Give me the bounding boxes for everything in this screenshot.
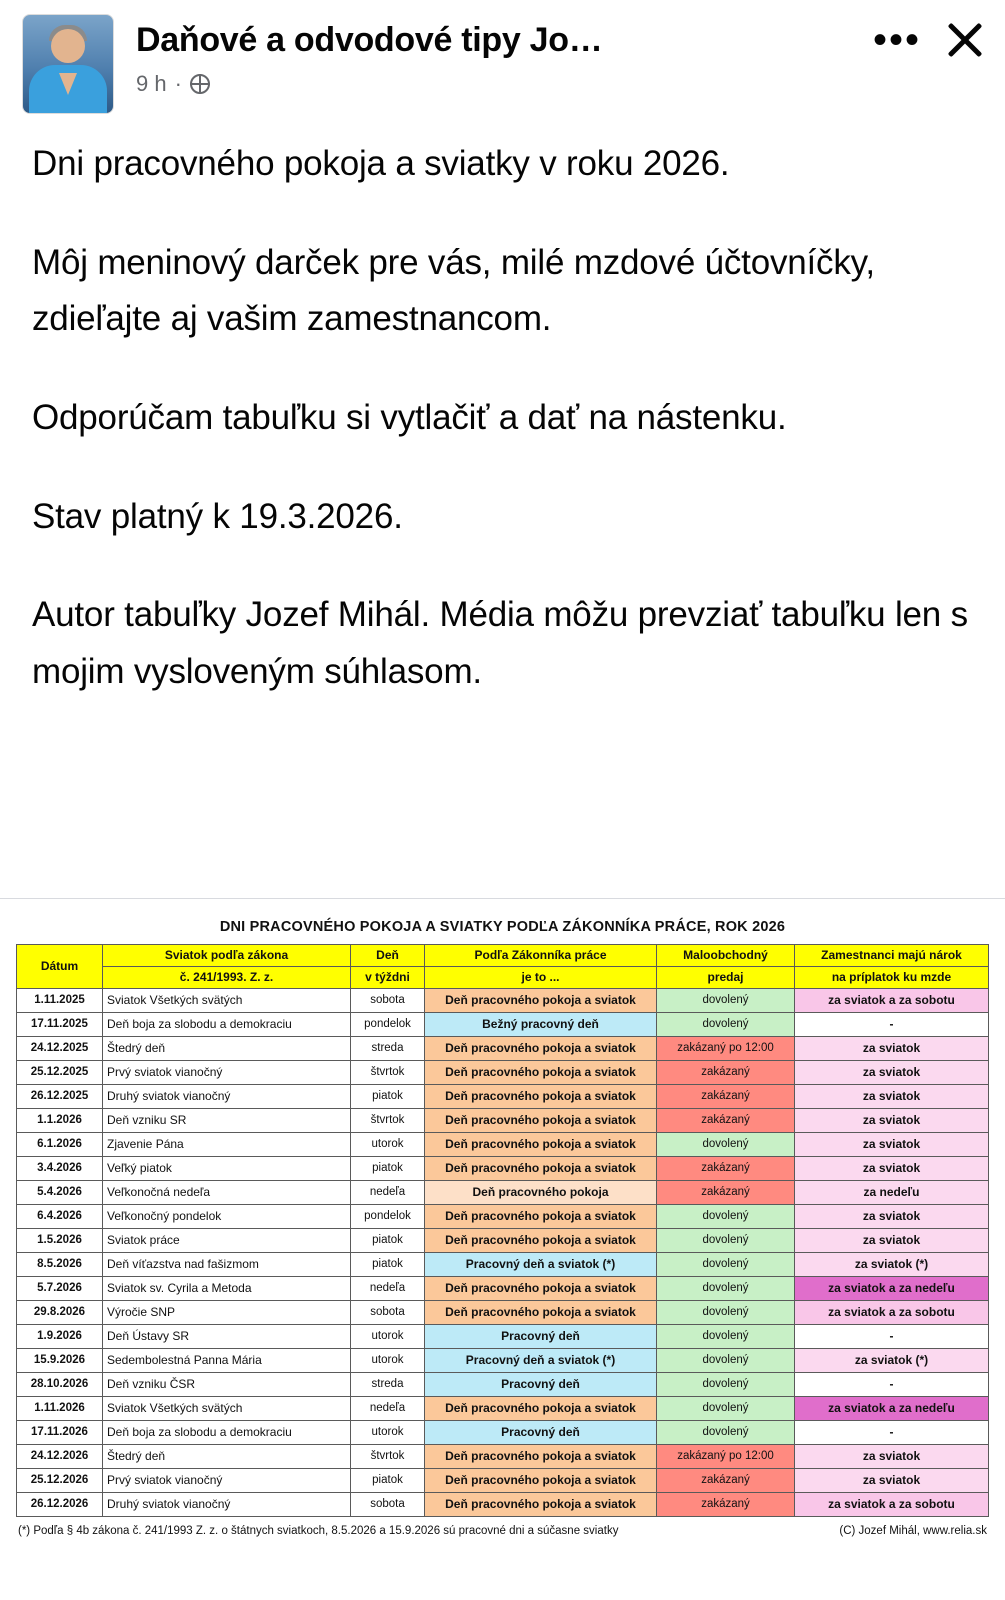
cell-retail: zakázaný	[657, 1061, 795, 1085]
cell-date: 28.10.2026	[17, 1373, 103, 1397]
cell-labour-code: Deň pracovného pokoja a sviatok	[425, 1157, 657, 1181]
cell-retail: zakázaný	[657, 1181, 795, 1205]
cell-date: 3.4.2026	[17, 1157, 103, 1181]
cell-wage-bonus: za sviatok	[795, 1229, 989, 1253]
cell-date: 8.5.2026	[17, 1253, 103, 1277]
cell-weekday: utorok	[351, 1421, 425, 1445]
table-row	[17, 1301, 989, 1325]
cell-wage-bonus: za sviatok	[795, 1085, 989, 1109]
cell-holiday-name: Výročie SNP	[103, 1301, 351, 1325]
cell-retail: zakázaný	[657, 1469, 795, 1493]
cell-holiday-name: Prvý sviatok vianočný	[103, 1469, 351, 1493]
cell-retail: zakázaný	[657, 1157, 795, 1181]
cell-labour-code: Pracovný deň a sviatok (*)	[425, 1349, 657, 1373]
cell-date: 1.1.2026	[17, 1109, 103, 1133]
table-row	[17, 1037, 989, 1061]
cell-holiday-name: Deň Ústavy SR	[103, 1325, 351, 1349]
cell-labour-code: Deň pracovného pokoja a sviatok	[425, 1493, 657, 1517]
cell-weekday: štvrtok	[351, 1109, 425, 1133]
cell-weekday: sobota	[351, 1301, 425, 1325]
cell-weekday: piatok	[351, 1253, 425, 1277]
cell-retail: dovolený	[657, 1301, 795, 1325]
cell-labour-code: Deň pracovného pokoja a sviatok	[425, 1037, 657, 1061]
cell-labour-code: Deň pracovného pokoja a sviatok	[425, 1469, 657, 1493]
table-row	[17, 1445, 989, 1469]
table-row	[17, 1397, 989, 1421]
cell-wage-bonus: za sviatok	[795, 1469, 989, 1493]
cell-wage-bonus: za sviatok a za sobotu	[795, 989, 989, 1013]
table-title: DNI PRACOVNÉHO POKOJA A SVIATKY PODĽA ZÁKONNÍKA PRÁCE, ROK 2026	[219, 919, 786, 935]
cell-wage-bonus: za sviatok	[795, 1133, 989, 1157]
meta-separator: ·	[174, 70, 182, 96]
cell-labour-code: Deň pracovného pokoja a sviatok	[425, 1277, 657, 1301]
close-icon[interactable]	[943, 18, 987, 62]
table-row	[17, 1133, 989, 1157]
table-row	[17, 1205, 989, 1229]
cell-holiday-name: Veľkonočný pondelok	[103, 1205, 351, 1229]
post-body	[0, 128, 1005, 701]
cell-wage-bonus: za sviatok	[795, 1205, 989, 1229]
cell-date: 24.12.2026	[17, 1445, 103, 1469]
cell-weekday: sobota	[351, 1493, 425, 1517]
page-title[interactable]: Daňové a odvodové tipy Jo…	[136, 21, 603, 59]
cell-retail: zakázaný po 12:00	[657, 1037, 795, 1061]
cell-retail: dovolený	[657, 1205, 795, 1229]
cell-holiday-name: Zjavenie Pána	[103, 1133, 351, 1157]
cell-wage-bonus: -	[795, 1325, 989, 1349]
more-options-icon[interactable]: •••	[872, 18, 921, 62]
cell-date: 1.5.2026	[17, 1229, 103, 1253]
cell-wage-bonus: za sviatok (*)	[795, 1253, 989, 1277]
table-row	[17, 989, 989, 1013]
avatar-face	[51, 29, 85, 63]
cell-date: 5.7.2026	[17, 1277, 103, 1301]
table-row	[17, 1085, 989, 1109]
cell-holiday-name: Deň boja za slobodu a demokraciu	[103, 1013, 351, 1037]
cell-labour-code: Deň pracovného pokoja a sviatok	[425, 1085, 657, 1109]
cell-weekday: nedeľa	[351, 1181, 425, 1205]
table-row	[17, 1421, 989, 1445]
cell-holiday-name: Deň vzniku SR	[103, 1109, 351, 1133]
cell-retail: zakázaný	[657, 1493, 795, 1517]
cell-date: 24.12.2025	[17, 1037, 103, 1061]
cell-weekday: pondelok	[351, 1013, 425, 1037]
header-actions	[873, 14, 987, 62]
cell-wage-bonus: za sviatok (*)	[795, 1349, 989, 1373]
cell-retail: dovolený	[657, 1421, 795, 1445]
cell-weekday: utorok	[351, 1133, 425, 1157]
table-row	[17, 1349, 989, 1373]
col-weekday-sub: v týždni	[351, 967, 425, 989]
cell-labour-code: Deň pracovného pokoja	[425, 1181, 657, 1205]
cell-date: 17.11.2025	[17, 1013, 103, 1037]
cell-date: 6.4.2026	[17, 1205, 103, 1229]
cell-retail: dovolený	[657, 1277, 795, 1301]
cell-wage-bonus: za sviatok a za nedeľu	[795, 1397, 989, 1421]
cell-wage-bonus: -	[795, 1013, 989, 1037]
cell-retail: dovolený	[657, 1253, 795, 1277]
cell-wage-bonus: za nedeľu	[795, 1181, 989, 1205]
cell-labour-code: Deň pracovného pokoja a sviatok	[425, 1133, 657, 1157]
cell-holiday-name: Sviatok Všetkých svätých	[103, 989, 351, 1013]
cell-wage-bonus: -	[795, 1421, 989, 1445]
cell-labour-code: Deň pracovného pokoja a sviatok	[425, 989, 657, 1013]
cell-date: 6.1.2026	[17, 1133, 103, 1157]
post-header-text	[114, 14, 873, 97]
table-row	[17, 1013, 989, 1037]
cell-date: 29.8.2026	[17, 1301, 103, 1325]
cell-wage-bonus: za sviatok	[795, 1109, 989, 1133]
post-paragraph: Môj meninový darček pre vás, milé mzdové účtovníčky, zdieľajte aj vašim zamestnancom.	[32, 242, 875, 339]
cell-weekday: nedeľa	[351, 1277, 425, 1301]
cell-date: 1.11.2025	[17, 989, 103, 1013]
cell-holiday-name: Deň vzniku ČSR	[103, 1373, 351, 1397]
table-row	[17, 1109, 989, 1133]
cell-labour-code: Deň pracovného pokoja a sviatok	[425, 1301, 657, 1325]
cell-date: 1.11.2026	[17, 1397, 103, 1421]
col-labour-code-sub: je to ...	[425, 967, 657, 989]
cell-holiday-name: Druhý sviatok vianočný	[103, 1085, 351, 1109]
table-row	[17, 1373, 989, 1397]
cell-wage-bonus: za sviatok a za sobotu	[795, 1493, 989, 1517]
cell-wage-bonus: za sviatok a za sobotu	[795, 1301, 989, 1325]
table-row	[17, 1157, 989, 1181]
cell-holiday-name: Sviatok sv. Cyrila a Metoda	[103, 1277, 351, 1301]
avatar[interactable]	[22, 14, 114, 114]
cell-date: 5.4.2026	[17, 1181, 103, 1205]
post-paragraph: Stav platný k 19.3.2026.	[32, 496, 403, 536]
col-retail: Maloobchodný	[657, 945, 795, 967]
cell-labour-code: Deň pracovného pokoja a sviatok	[425, 1109, 657, 1133]
cell-wage-bonus: -	[795, 1373, 989, 1397]
cell-holiday-name: Veľký piatok	[103, 1157, 351, 1181]
cell-holiday-name: Deň víťazstva nad fašizmom	[103, 1253, 351, 1277]
cell-weekday: piatok	[351, 1157, 425, 1181]
cell-holiday-name: Druhý sviatok vianočný	[103, 1493, 351, 1517]
holidays-table	[16, 944, 989, 1517]
table-row	[17, 1061, 989, 1085]
col-wage-bonus-sub: na príplatok ku mzde	[795, 967, 989, 989]
cell-wage-bonus: za sviatok	[795, 1037, 989, 1061]
cell-retail: dovolený	[657, 1397, 795, 1421]
footnote-left: (*) Podľa § 4b zákona č. 241/1993 Z. z. o štátnych sviatkoch, 8.5.2026 a 15.9.2026 sú pracovné dni a súčasne sviatky	[18, 1525, 619, 1537]
post-header	[0, 0, 1005, 128]
col-weekday: Deň	[351, 945, 425, 967]
cell-retail: dovolený	[657, 1373, 795, 1397]
table-footnote	[16, 1525, 989, 1537]
cell-weekday: piatok	[351, 1469, 425, 1493]
cell-retail: dovolený	[657, 1325, 795, 1349]
table-row	[17, 1493, 989, 1517]
cell-weekday: pondelok	[351, 1205, 425, 1229]
cell-date: 17.11.2026	[17, 1421, 103, 1445]
cell-weekday: piatok	[351, 1229, 425, 1253]
cell-retail: dovolený	[657, 1229, 795, 1253]
cell-retail: dovolený	[657, 989, 795, 1013]
cell-labour-code: Deň pracovného pokoja a sviatok	[425, 1397, 657, 1421]
cell-holiday-name: Štedrý deň	[103, 1445, 351, 1469]
cell-weekday: streda	[351, 1373, 425, 1397]
cell-labour-code: Pracovný deň	[425, 1325, 657, 1349]
cell-weekday: utorok	[351, 1349, 425, 1373]
cell-date: 25.12.2026	[17, 1469, 103, 1493]
cell-wage-bonus: za sviatok a za nedeľu	[795, 1277, 989, 1301]
cell-wage-bonus: za sviatok	[795, 1061, 989, 1085]
cell-retail: zakázaný	[657, 1085, 795, 1109]
post-timestamp[interactable]: 9 h	[136, 70, 167, 96]
post-paragraph: Odporúčam tabuľku si vytlačiť a dať na nástenku.	[32, 398, 787, 438]
table-header-row-2	[17, 967, 989, 989]
cell-labour-code: Deň pracovného pokoja a sviatok	[425, 1445, 657, 1469]
globe-icon	[190, 74, 210, 94]
table-row	[17, 1253, 989, 1277]
table-row	[17, 1229, 989, 1253]
table-row	[17, 1181, 989, 1205]
col-retail-sub: predaj	[657, 967, 795, 989]
cell-holiday-name: Sviatok Všetkých svätých	[103, 1397, 351, 1421]
cell-retail: dovolený	[657, 1349, 795, 1373]
cell-weekday: sobota	[351, 989, 425, 1013]
cell-holiday-name: Sviatok práce	[103, 1229, 351, 1253]
cell-date: 15.9.2026	[17, 1349, 103, 1373]
cell-wage-bonus: za sviatok	[795, 1445, 989, 1469]
post-paragraph: Dni pracovného pokoja a sviatky v roku 2026.	[32, 144, 730, 183]
cell-labour-code: Bežný pracovný deň	[425, 1013, 657, 1037]
cell-labour-code: Deň pracovného pokoja a sviatok	[425, 1061, 657, 1085]
cell-weekday: piatok	[351, 1085, 425, 1109]
cell-date: 26.12.2025	[17, 1085, 103, 1109]
table-row	[17, 1277, 989, 1301]
table-head	[17, 945, 989, 989]
footnote-right: (C) Jozef Mihál, www.relia.sk	[839, 1525, 987, 1537]
col-holiday-name-sub: č. 241/1993. Z. z.	[103, 967, 351, 989]
cell-date: 26.12.2026	[17, 1493, 103, 1517]
cell-labour-code: Pracovný deň	[425, 1421, 657, 1445]
cell-labour-code: Pracovný deň	[425, 1373, 657, 1397]
cell-holiday-name: Veľkonočná nedeľa	[103, 1181, 351, 1205]
cell-labour-code: Pracovný deň a sviatok (*)	[425, 1253, 657, 1277]
table-row	[17, 1325, 989, 1349]
cell-retail: dovolený	[657, 1133, 795, 1157]
cell-retail: dovolený	[657, 1013, 795, 1037]
cell-labour-code: Deň pracovného pokoja a sviatok	[425, 1205, 657, 1229]
cell-labour-code: Deň pracovného pokoja a sviatok	[425, 1229, 657, 1253]
col-labour-code: Podľa Zákonníka práce	[425, 945, 657, 967]
cell-weekday: streda	[351, 1037, 425, 1061]
cell-holiday-name: Štedrý deň	[103, 1037, 351, 1061]
cell-weekday: štvrtok	[351, 1061, 425, 1085]
cell-date: 1.9.2026	[17, 1325, 103, 1349]
col-wage-bonus: Zamestnanci majú nárok	[795, 945, 989, 967]
cell-holiday-name: Deň boja za slobodu a demokraciu	[103, 1421, 351, 1445]
table-body	[17, 989, 989, 1517]
cell-holiday-name: Prvý sviatok vianočný	[103, 1061, 351, 1085]
cell-date: 25.12.2025	[17, 1061, 103, 1085]
table-row	[17, 1469, 989, 1493]
table-header-row-1	[17, 945, 989, 967]
cell-retail: zakázaný po 12:00	[657, 1445, 795, 1469]
cell-weekday: štvrtok	[351, 1445, 425, 1469]
attached-table-image[interactable]	[0, 898, 1005, 1600]
post-meta	[136, 71, 873, 97]
post-paragraph: Autor tabuľky Jozef Mihál. Média môžu prevziať tabuľku len s mojim vysloveným súhlasom.	[32, 595, 968, 692]
col-date: Dátum	[17, 945, 103, 989]
cell-holiday-name: Sedembolestná Panna Mária	[103, 1349, 351, 1373]
cell-retail: zakázaný	[657, 1109, 795, 1133]
cell-wage-bonus: za sviatok	[795, 1157, 989, 1181]
cell-weekday: utorok	[351, 1325, 425, 1349]
cell-weekday: nedeľa	[351, 1397, 425, 1421]
col-holiday-name: Sviatok podľa zákona	[103, 945, 351, 967]
